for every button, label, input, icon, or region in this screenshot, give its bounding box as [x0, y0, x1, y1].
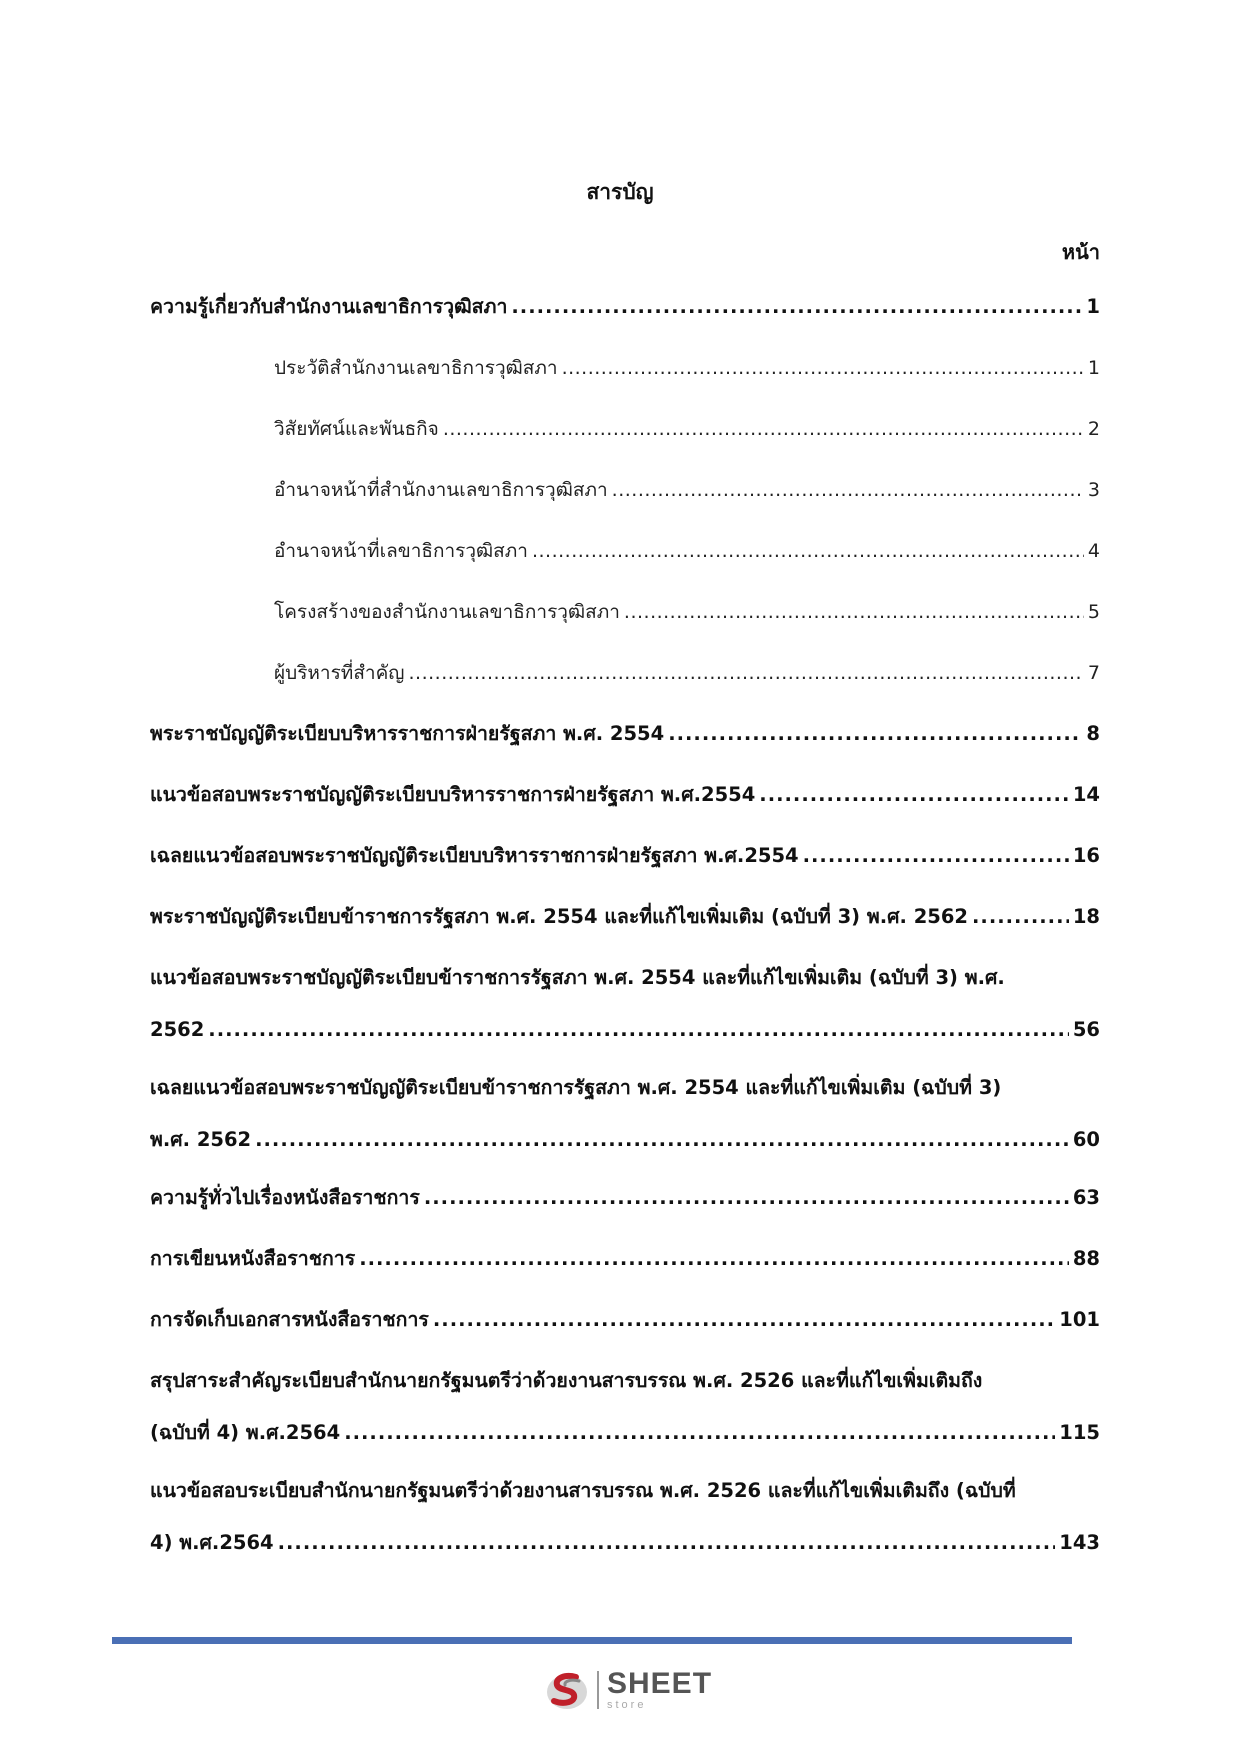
dot-leader [208, 1015, 1069, 1045]
toc-entry-label: การจัดเก็บเอกสารหนังสือราชการ [150, 1308, 429, 1331]
toc-entry-page: 88 [1072, 1247, 1100, 1270]
sheet-store-logo [545, 1664, 712, 1716]
toc-entry-line1: แนวข้อสอบระเบียบสำนักนายกรัฐมนตรีว่าด้วยงานสารบรรณ พ.ศ. 2526 และที่แก้ไขเพิ่มเติมถึง (ฉบับที่ [150, 1479, 1016, 1502]
toc-entry [150, 902, 1100, 932]
toc-entry-label: 4) พ.ศ.2564 [150, 1531, 274, 1554]
toc-entry [150, 1244, 1100, 1274]
dot-leader [344, 1418, 1055, 1448]
sheet-logo-icon [545, 1668, 589, 1712]
toc-entry-page: 18 [1072, 905, 1100, 928]
toc-entry [150, 963, 1100, 1045]
page-title: สารบัญ [586, 180, 654, 204]
toc-entry-page: 5 [1087, 601, 1100, 623]
dot-leader [803, 841, 1069, 871]
toc-entry-page: 1 [1087, 357, 1100, 379]
logo-brand-sub: store [607, 1699, 647, 1711]
toc-entry-label: วิสัยทัศน์และพันธกิจ [274, 418, 439, 440]
toc-entry-line2 [150, 1528, 1100, 1558]
page-column-header: หน้า [1061, 240, 1100, 264]
toc-entry [150, 780, 1100, 810]
toc-entry [150, 536, 1100, 566]
logo-separator [597, 1671, 599, 1709]
toc-entry-page: 8 [1086, 722, 1100, 745]
toc-entry-label: อำนาจหน้าที่เลขาธิการวุฒิสภา [274, 540, 528, 562]
toc-entry-label: อำนาจหน้าที่สำนักงานเลขาธิการวุฒิสภา [274, 479, 608, 501]
toc-entry [150, 475, 1100, 505]
toc-entry-page: 56 [1072, 1018, 1100, 1041]
toc-entry-label: ผู้บริหารที่สำคัญ [274, 662, 405, 684]
toc-entry-line2 [150, 1418, 1100, 1448]
toc-entry-label: พระราชบัญญัติระเบียบข้าราชการรัฐสภา พ.ศ. 2554 และที่แก้ไขเพิ่มเติม (ฉบับที่ 3) พ.ศ. 2562 [150, 905, 968, 928]
toc-entry-page: 60 [1072, 1128, 1100, 1151]
toc-entry [150, 1366, 1100, 1448]
dot-leader [359, 1244, 1069, 1274]
toc-entry [150, 292, 1100, 322]
toc-entry-label: เฉลยแนวข้อสอบพระราชบัญญัติระเบียบบริหารราชการฝ่ายรัฐสภา พ.ศ.2554 [150, 844, 799, 867]
toc-entry-label: การเขียนหนังสือราชการ [150, 1247, 356, 1270]
toc-entry [150, 414, 1100, 444]
toc-entry-label: พระราชบัญญัติระเบียบบริหารราชการฝ่ายรัฐสภา พ.ศ. 2554 [150, 722, 665, 745]
dot-leader [612, 475, 1084, 505]
toc-entry [150, 1305, 1100, 1335]
dot-leader [532, 536, 1084, 566]
dot-leader [443, 414, 1084, 444]
dot-leader [409, 658, 1084, 688]
dot-leader [433, 1305, 1055, 1335]
dot-leader [759, 780, 1069, 810]
toc-entry-label: 2562 [150, 1018, 205, 1041]
toc-entry-line1: เฉลยแนวข้อสอบพระราชบัญญัติระเบียบข้าราชการรัฐสภา พ.ศ. 2554 และที่แก้ไขเพิ่มเติม (ฉบับที่ 3) [150, 1076, 1002, 1099]
toc-entry-label: พ.ศ. 2562 [150, 1128, 252, 1151]
toc-entry-page: 1 [1086, 295, 1100, 318]
toc-entry-page: 2 [1087, 418, 1100, 440]
dot-leader [255, 1125, 1069, 1155]
toc-entry-page: 3 [1087, 479, 1100, 501]
toc-entry-label: ประวัติสำนักงานเลขาธิการวุฒิสภา [274, 357, 558, 379]
dot-leader [668, 719, 1082, 749]
toc-entry-label: ความรู้เกี่ยวกับสำนักงานเลขาธิการวุฒิสภา [150, 295, 508, 318]
dot-leader [972, 902, 1069, 932]
toc-entry-page: 14 [1072, 783, 1100, 806]
logo-wordmark [607, 1669, 712, 1711]
toc-entry-page: 143 [1059, 1531, 1100, 1554]
toc-entry-page: 115 [1059, 1421, 1100, 1444]
toc-entry-page: 101 [1059, 1308, 1100, 1331]
toc-entry-page: 16 [1072, 844, 1100, 867]
toc-entry-page: 63 [1072, 1186, 1100, 1209]
logo-brand: SHEET [607, 1667, 713, 1700]
toc-entry [150, 841, 1100, 871]
toc-entry-label: โครงสร้างของสำนักงานเลขาธิการวุฒิสภา [274, 601, 620, 623]
toc-entry-label: (ฉบับที่ 4) พ.ศ.2564 [150, 1421, 341, 1444]
toc-entry-label: ความรู้ทั่วไปเรื่องหนังสือราชการ [150, 1186, 420, 1209]
toc-entry [150, 1073, 1100, 1155]
dot-leader [424, 1183, 1069, 1213]
toc-entry [150, 597, 1100, 627]
toc-entry-line2 [150, 1125, 1100, 1155]
toc-entry [150, 353, 1100, 383]
toc-entry-line2 [150, 1015, 1100, 1045]
toc-entry-line1: สรุปสาระสำคัญระเบียบสำนักนายกรัฐมนตรีว่าด้วยงานสารบรรณ พ.ศ. 2526 และที่แก้ไขเพิ่มเติมถึง [150, 1369, 983, 1392]
dot-leader [562, 353, 1084, 383]
table-of-contents [150, 292, 1100, 1586]
footer-rule [112, 1637, 1072, 1644]
toc-entry [150, 719, 1100, 749]
dot-leader [511, 292, 1082, 322]
dot-leader [278, 1528, 1056, 1558]
toc-entry-line1: แนวข้อสอบพระราชบัญญัติระเบียบข้าราชการรัฐสภา พ.ศ. 2554 และที่แก้ไขเพิ่มเติม (ฉบับที่ 3) พ.ศ. [150, 966, 1005, 989]
toc-entry-page: 7 [1087, 662, 1100, 684]
toc-entry [150, 658, 1100, 688]
toc-entry-page: 4 [1087, 540, 1100, 562]
toc-entry-label: แนวข้อสอบพระราชบัญญัติระเบียบบริหารราชการฝ่ายรัฐสภา พ.ศ.2554 [150, 783, 756, 806]
toc-entry [150, 1476, 1100, 1558]
toc-entry [150, 1183, 1100, 1213]
dot-leader [624, 597, 1084, 627]
